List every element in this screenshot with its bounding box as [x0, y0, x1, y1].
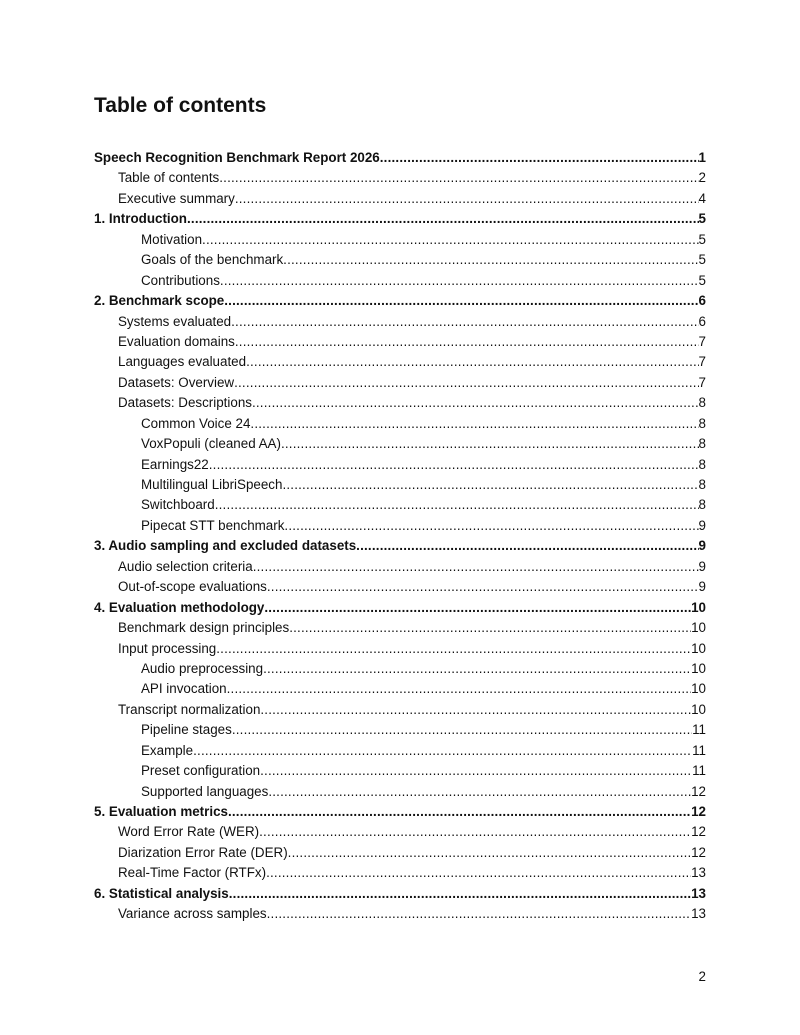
toc-entry-label: Word Error Rate (WER) — [118, 824, 260, 840]
toc-entry-page: 8 — [698, 415, 706, 431]
toc-dot-leader — [250, 414, 698, 434]
toc-entry-label: Benchmark design principles — [118, 620, 290, 636]
toc-entry-label: Executive summary — [118, 190, 235, 206]
toc-entry-label: Diarization Error Rate (DER) — [118, 844, 288, 860]
toc-entry-label: Supported languages — [141, 783, 269, 799]
toc-entry-label: Common Voice 24 — [141, 415, 251, 431]
toc-entry[interactable] — [94, 843, 706, 863]
toc-dot-leader — [282, 475, 698, 495]
toc-dot-leader — [228, 802, 691, 822]
toc-entry-page: 5 — [698, 231, 706, 247]
toc-entry-page: 12 — [691, 824, 706, 840]
toc-dot-leader — [224, 291, 698, 311]
toc-dot-leader — [229, 884, 691, 904]
toc-dot-leader — [202, 230, 699, 250]
toc-entry-page: 8 — [698, 497, 706, 513]
toc-dot-leader — [288, 843, 691, 863]
toc-entry[interactable] — [94, 904, 706, 924]
toc-entry-label: API invocation — [141, 681, 227, 697]
toc-entry-label: Audio selection criteria — [118, 558, 253, 574]
toc-dot-leader — [209, 455, 699, 475]
toc-entry-label: Switchboard — [141, 497, 215, 513]
toc-dot-leader — [235, 189, 699, 209]
toc-entry-page: 7 — [698, 354, 706, 370]
toc-entry[interactable] — [94, 761, 706, 781]
toc-dot-leader — [266, 863, 691, 883]
toc-entry[interactable] — [94, 291, 706, 311]
toc-entry-label: 5. Evaluation metrics — [94, 804, 228, 819]
toc-entry-page: 10 — [691, 620, 706, 636]
toc-entry[interactable] — [94, 250, 706, 270]
toc-dot-leader — [216, 639, 691, 659]
toc-dot-leader — [259, 822, 691, 842]
toc-entry-label: Transcript normalization — [118, 701, 261, 717]
toc-entry-page: 12 — [691, 804, 706, 819]
toc-entry[interactable] — [94, 700, 706, 720]
toc-entry-page: 8 — [698, 436, 706, 452]
toc-entry-label: Speech Recognition Benchmark Report 2026 — [94, 150, 380, 165]
toc-entry[interactable] — [94, 659, 706, 679]
toc-entry-label: Input processing — [118, 640, 217, 656]
toc-dot-leader — [283, 250, 698, 270]
toc-entry[interactable] — [94, 332, 706, 352]
toc-entry[interactable] — [94, 782, 706, 802]
toc-entry-page: 6 — [698, 313, 706, 329]
toc-dot-leader — [267, 904, 691, 924]
toc-entry[interactable] — [94, 863, 706, 883]
toc-entry[interactable] — [94, 557, 706, 577]
toc-entry-page: 7 — [698, 333, 706, 349]
page-title: Table of contents — [94, 94, 267, 117]
toc-entry[interactable] — [94, 189, 706, 209]
toc-entry-label: VoxPopuli (cleaned AA) — [141, 436, 281, 452]
toc-entry-label: 1. Introduction — [94, 211, 187, 227]
toc-entry-page: 4 — [698, 190, 706, 206]
toc-dot-leader — [235, 332, 699, 352]
toc-entry-page: 1 — [698, 150, 706, 165]
toc-entry[interactable] — [94, 168, 706, 188]
toc-entry-page: 9 — [698, 558, 706, 574]
toc-entry-label: Earnings22 — [141, 456, 209, 472]
toc-entry-label: Datasets: Descriptions — [118, 395, 252, 411]
toc-dot-leader — [193, 741, 692, 761]
toc-entry[interactable] — [94, 536, 706, 556]
toc-entry-label: Contributions — [141, 272, 220, 288]
toc-entry-page: 6 — [698, 293, 706, 309]
toc-entry-page: 12 — [691, 844, 706, 860]
toc-entry[interactable] — [94, 352, 706, 372]
toc-entry[interactable] — [94, 495, 706, 515]
toc-entry-label: Datasets: Overview — [118, 374, 235, 390]
toc-entry-page: 8 — [698, 395, 706, 411]
toc-entry-label: Systems evaluated — [118, 313, 232, 329]
toc-entry[interactable] — [94, 393, 706, 413]
toc-entry-page: 5 — [698, 252, 706, 268]
toc-entry[interactable] — [94, 618, 706, 638]
toc-dot-leader — [281, 434, 699, 454]
toc-entry[interactable] — [94, 475, 706, 495]
toc-entry[interactable] — [94, 802, 706, 822]
toc-entry-page: 10 — [691, 640, 706, 656]
toc-entry[interactable] — [94, 822, 706, 842]
toc-entry-label: 4. Evaluation methodology — [94, 599, 265, 615]
toc-entry-page: 8 — [698, 456, 706, 472]
toc-entry-page: 13 — [691, 885, 706, 901]
toc-entry-label: Audio preprocessing — [141, 660, 264, 676]
toc-entry-page: 9 — [698, 579, 706, 595]
toc-entry-page: 5 — [698, 272, 706, 288]
toc-entry-label: 6. Statistical analysis — [94, 885, 229, 901]
toc-entry-page: 10 — [691, 599, 706, 615]
toc-entry-label: Preset configuration — [141, 763, 261, 779]
toc-entry-page: 5 — [698, 211, 706, 227]
toc-entry-page: 8 — [698, 477, 706, 492]
toc-entry-label: Languages evaluated — [118, 354, 247, 370]
toc-dot-leader — [246, 352, 698, 372]
toc-dot-leader — [284, 516, 698, 536]
toc-entry-page: 12 — [691, 783, 706, 799]
toc-entry-page: 7 — [698, 374, 706, 390]
toc-entry-page: 11 — [692, 722, 706, 738]
toc-dot-leader — [252, 393, 699, 413]
toc-dot-leader — [356, 536, 698, 556]
toc-entry-page: 13 — [691, 906, 706, 922]
toc-dot-leader — [227, 679, 691, 699]
toc-entry-label: Real-Time Factor (RTFx) — [118, 865, 267, 881]
toc-entry-page: 2 — [698, 170, 706, 186]
toc-entry[interactable] — [94, 414, 706, 434]
toc-entry[interactable] — [94, 434, 706, 454]
toc-entry-label: Pipeline stages — [141, 722, 232, 738]
toc-entry[interactable] — [94, 373, 706, 393]
page-number: 2 — [698, 969, 706, 984]
toc-dot-leader — [234, 373, 698, 393]
toc-entry[interactable] — [94, 209, 706, 229]
table-of-contents — [94, 148, 706, 925]
toc-entry-page: 13 — [691, 865, 706, 881]
toc-entry-label: Goals of the benchmark — [141, 252, 284, 268]
toc-entry-label: Evaluation domains — [118, 333, 235, 349]
toc-entry[interactable] — [94, 516, 706, 536]
toc-entry[interactable] — [94, 312, 706, 332]
toc-dot-leader — [253, 557, 699, 577]
toc-dot-leader — [231, 312, 698, 332]
toc-dot-leader — [264, 598, 691, 618]
toc-dot-leader — [267, 577, 699, 597]
toc-entry-page: 10 — [691, 701, 706, 717]
toc-entry[interactable] — [94, 884, 706, 904]
toc-entry[interactable] — [94, 598, 706, 618]
toc-entry-page: 11 — [692, 763, 706, 779]
toc-entry-page: 10 — [691, 660, 706, 676]
toc-entry[interactable] — [94, 741, 706, 761]
toc-dot-leader — [268, 782, 691, 802]
toc-dot-leader — [215, 495, 699, 515]
toc-entry[interactable] — [94, 271, 706, 291]
toc-entry-label: Example — [141, 742, 194, 758]
toc-dot-leader — [260, 761, 692, 781]
toc-entry-label: Out-of-scope evaluations — [118, 579, 267, 595]
toc-entry[interactable] — [94, 720, 706, 740]
toc-dot-leader — [220, 271, 699, 291]
toc-dot-leader — [187, 209, 699, 229]
toc-entry[interactable] — [94, 577, 706, 597]
toc-entry-page: 10 — [691, 681, 706, 697]
toc-entry[interactable] — [94, 230, 706, 250]
toc-dot-leader — [219, 168, 698, 188]
toc-dot-leader — [380, 148, 699, 168]
toc-entry[interactable] — [94, 455, 706, 475]
toc-dot-leader — [289, 618, 691, 638]
toc-dot-leader — [260, 700, 691, 720]
toc-entry-page: 9 — [698, 538, 706, 554]
toc-entry[interactable] — [94, 679, 706, 699]
toc-dot-leader — [232, 720, 692, 740]
toc-entry[interactable] — [94, 148, 706, 168]
toc-entry[interactable] — [94, 639, 706, 659]
toc-entry-label: Motivation — [141, 231, 203, 247]
toc-entry-label: Pipecat STT benchmark — [141, 517, 285, 533]
toc-entry-page: 11 — [692, 742, 706, 758]
toc-entry-page: 9 — [698, 517, 706, 533]
toc-entry-label: Variance across samples — [118, 906, 267, 922]
toc-dot-leader — [263, 659, 691, 679]
toc-entry-label: 3. Audio sampling and excluded datasets — [94, 538, 357, 554]
toc-entry-label: Table of contents — [118, 170, 220, 186]
toc-entry-label: Multilingual LibriSpeech — [141, 477, 283, 492]
toc-entry-label: 2. Benchmark scope — [94, 293, 225, 309]
